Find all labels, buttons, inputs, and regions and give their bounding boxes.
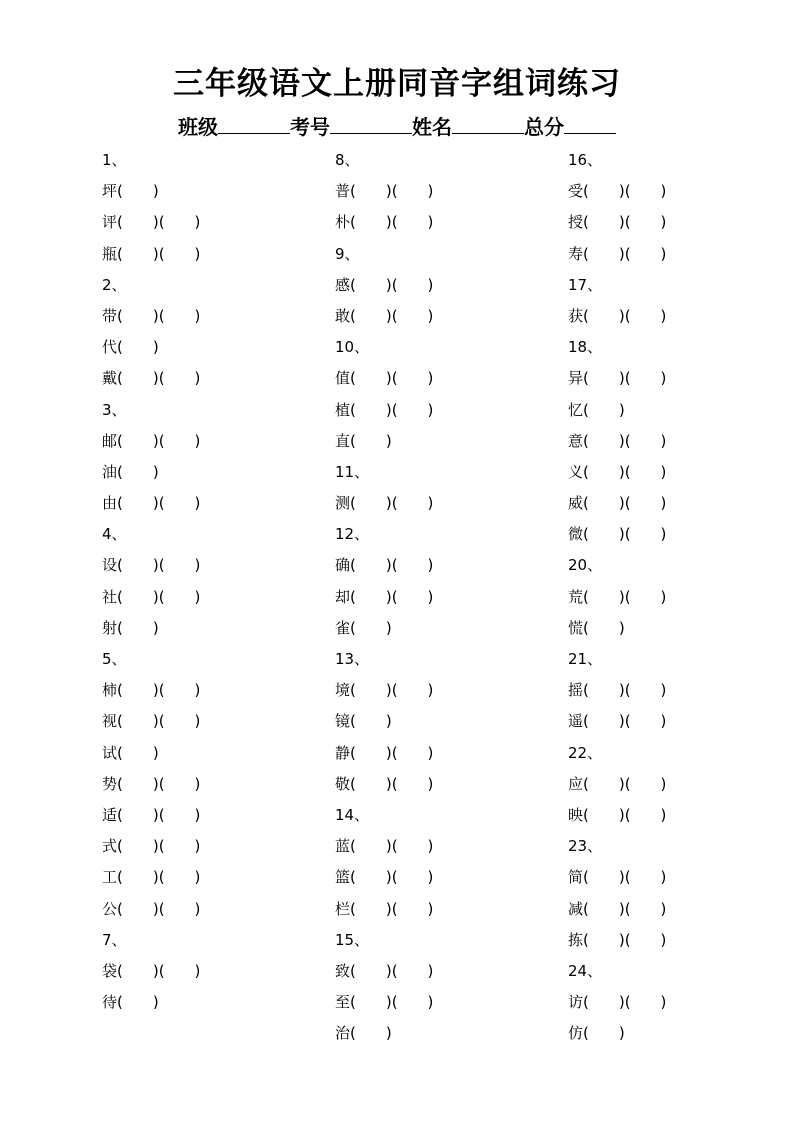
- exercise-item[interactable]: 荒( )( ): [568, 587, 667, 606]
- exercise-item[interactable]: 敬( )( ): [335, 774, 434, 793]
- exercise-item[interactable]: 社( )( ): [102, 587, 201, 606]
- exercise-item[interactable]: 坪( ): [102, 182, 159, 201]
- exercise-item[interactable]: 仿( ): [568, 1024, 625, 1043]
- exercise-item[interactable]: 镜( ): [335, 712, 392, 731]
- exercise-item[interactable]: 蓝( )( ): [335, 837, 434, 856]
- exercise-item[interactable]: 至( )( ): [335, 993, 434, 1012]
- exercise-item[interactable]: 射( ): [102, 618, 159, 637]
- exercise-item[interactable]: 寿( )( ): [568, 244, 667, 263]
- exercise-item[interactable]: 感( )( ): [335, 275, 434, 294]
- exercise-number: 9、: [335, 244, 360, 263]
- exercise-number: 22、: [568, 743, 603, 762]
- page-title: 三年级语文上册同音字组词练习: [173, 66, 621, 102]
- name-blank[interactable]: [452, 115, 524, 134]
- exercise-item[interactable]: 戴( )( ): [102, 369, 201, 388]
- exercise-item[interactable]: 代( ): [102, 338, 159, 357]
- student-info-line: [0, 111, 794, 140]
- exercise-number: 3、: [102, 400, 127, 419]
- exercise-item[interactable]: 袋( )( ): [102, 961, 201, 980]
- exercise-item[interactable]: 邮( )( ): [102, 431, 201, 450]
- exercise-number: 1、: [102, 151, 127, 169]
- exercise-item[interactable]: 访( )( ): [568, 993, 667, 1012]
- exercise-item[interactable]: 慌( ): [568, 618, 625, 637]
- exercise-item[interactable]: 带( )( ): [102, 306, 201, 325]
- exercise-item[interactable]: 忆( ): [568, 400, 625, 419]
- exercise-item[interactable]: 公( )( ): [102, 899, 201, 918]
- exercise-item[interactable]: 静( )( ): [335, 743, 434, 762]
- exercise-number: 11、: [335, 462, 370, 481]
- exercise-number: 23、: [568, 837, 603, 856]
- exercise-item[interactable]: 雀( ): [335, 618, 392, 637]
- exercise-item[interactable]: 获( )( ): [568, 306, 667, 325]
- exercise-item[interactable]: 设( )( ): [102, 556, 201, 575]
- exercise-column-3: [568, 145, 666, 1049]
- exercise-number: 2、: [102, 275, 127, 294]
- exercise-item[interactable]: 势( )( ): [102, 774, 201, 793]
- exercise-item[interactable]: 评( )( ): [102, 213, 201, 232]
- exercise-number: 7、: [102, 930, 127, 949]
- exercise-item[interactable]: 油( ): [102, 462, 159, 481]
- exercise-number: 24、: [568, 961, 603, 980]
- exercise-item[interactable]: 确( )( ): [335, 556, 434, 575]
- exercise-item[interactable]: 由( )( ): [102, 494, 201, 513]
- exercise-item[interactable]: 微( )( ): [568, 525, 667, 544]
- exercise-item[interactable]: 异( )( ): [568, 369, 667, 388]
- exercise-item[interactable]: 授( )( ): [568, 213, 667, 232]
- exercise-column-2: [335, 145, 433, 1049]
- exercise-item[interactable]: 式( )( ): [102, 837, 201, 856]
- exercise-item[interactable]: 摇( )( ): [568, 681, 667, 700]
- exercise-item[interactable]: 应( )( ): [568, 774, 667, 793]
- exercise-item[interactable]: 却( )( ): [335, 587, 434, 606]
- exercise-item[interactable]: 适( )( ): [102, 805, 201, 824]
- exercise-number: 21、: [568, 650, 603, 668]
- exercise-item[interactable]: 简( )( ): [568, 868, 667, 887]
- exercise-item[interactable]: 瓶( )( ): [102, 244, 201, 263]
- exercise-item[interactable]: 朴( )( ): [335, 213, 434, 232]
- exercise-column-1: [102, 145, 200, 1018]
- exercise-item[interactable]: 拣( )( ): [568, 930, 667, 949]
- exercise-number: 18、: [568, 338, 603, 357]
- exercise-number: 13、: [335, 650, 370, 668]
- exercise-item[interactable]: 篮( )( ): [335, 868, 434, 887]
- exam-number-label: 考号: [290, 115, 330, 139]
- exercise-number: 12、: [335, 525, 370, 544]
- exercise-number: 17、: [568, 275, 603, 294]
- exercise-number: 20、: [568, 556, 603, 575]
- name-label: 姓名: [412, 115, 452, 139]
- class-label: 班级: [178, 115, 218, 139]
- exercise-item[interactable]: 意( )( ): [568, 431, 667, 450]
- class-blank[interactable]: [218, 115, 290, 134]
- exercise-item[interactable]: 视( )( ): [102, 712, 201, 731]
- exercise-number: 14、: [335, 805, 370, 824]
- exercise-item[interactable]: 减( )( ): [568, 899, 667, 918]
- exercise-item[interactable]: 植( )( ): [335, 400, 434, 419]
- exercise-number: 4、: [102, 525, 127, 544]
- exercise-number: 10、: [335, 338, 370, 357]
- exercise-number: 16、: [568, 151, 603, 169]
- exercise-number: 8、: [335, 151, 360, 169]
- exercise-item[interactable]: 治( ): [335, 1024, 392, 1043]
- exercise-item[interactable]: 威( )( ): [568, 494, 667, 513]
- exercise-item[interactable]: 遥( )( ): [568, 712, 667, 731]
- exercise-item[interactable]: 柿( )( ): [102, 681, 201, 700]
- exam-number-blank[interactable]: [330, 115, 412, 134]
- exercise-item[interactable]: 普( )( ): [335, 182, 434, 201]
- exercise-item[interactable]: 待( ): [102, 993, 159, 1012]
- score-label: 总分: [524, 115, 564, 139]
- exercise-item[interactable]: 义( )( ): [568, 462, 667, 481]
- exercise-item[interactable]: 测( )( ): [335, 494, 434, 513]
- exercise-item[interactable]: 值( )( ): [335, 369, 434, 388]
- exercise-item[interactable]: 工( )( ): [102, 868, 201, 887]
- exercise-item[interactable]: 映( )( ): [568, 805, 667, 824]
- exercise-item[interactable]: 栏( )( ): [335, 899, 434, 918]
- exercise-number: 5、: [102, 650, 127, 668]
- exercise-item[interactable]: 受( )( ): [568, 182, 667, 201]
- exercise-number: 15、: [335, 930, 370, 949]
- exercise-item[interactable]: 境( )( ): [335, 681, 434, 700]
- exercise-item[interactable]: 致( )( ): [335, 961, 434, 980]
- exercise-item[interactable]: 试( ): [102, 743, 159, 762]
- exercise-item[interactable]: 直( ): [335, 431, 392, 450]
- score-blank[interactable]: [564, 115, 616, 134]
- exercise-item[interactable]: 敢( )( ): [335, 306, 434, 325]
